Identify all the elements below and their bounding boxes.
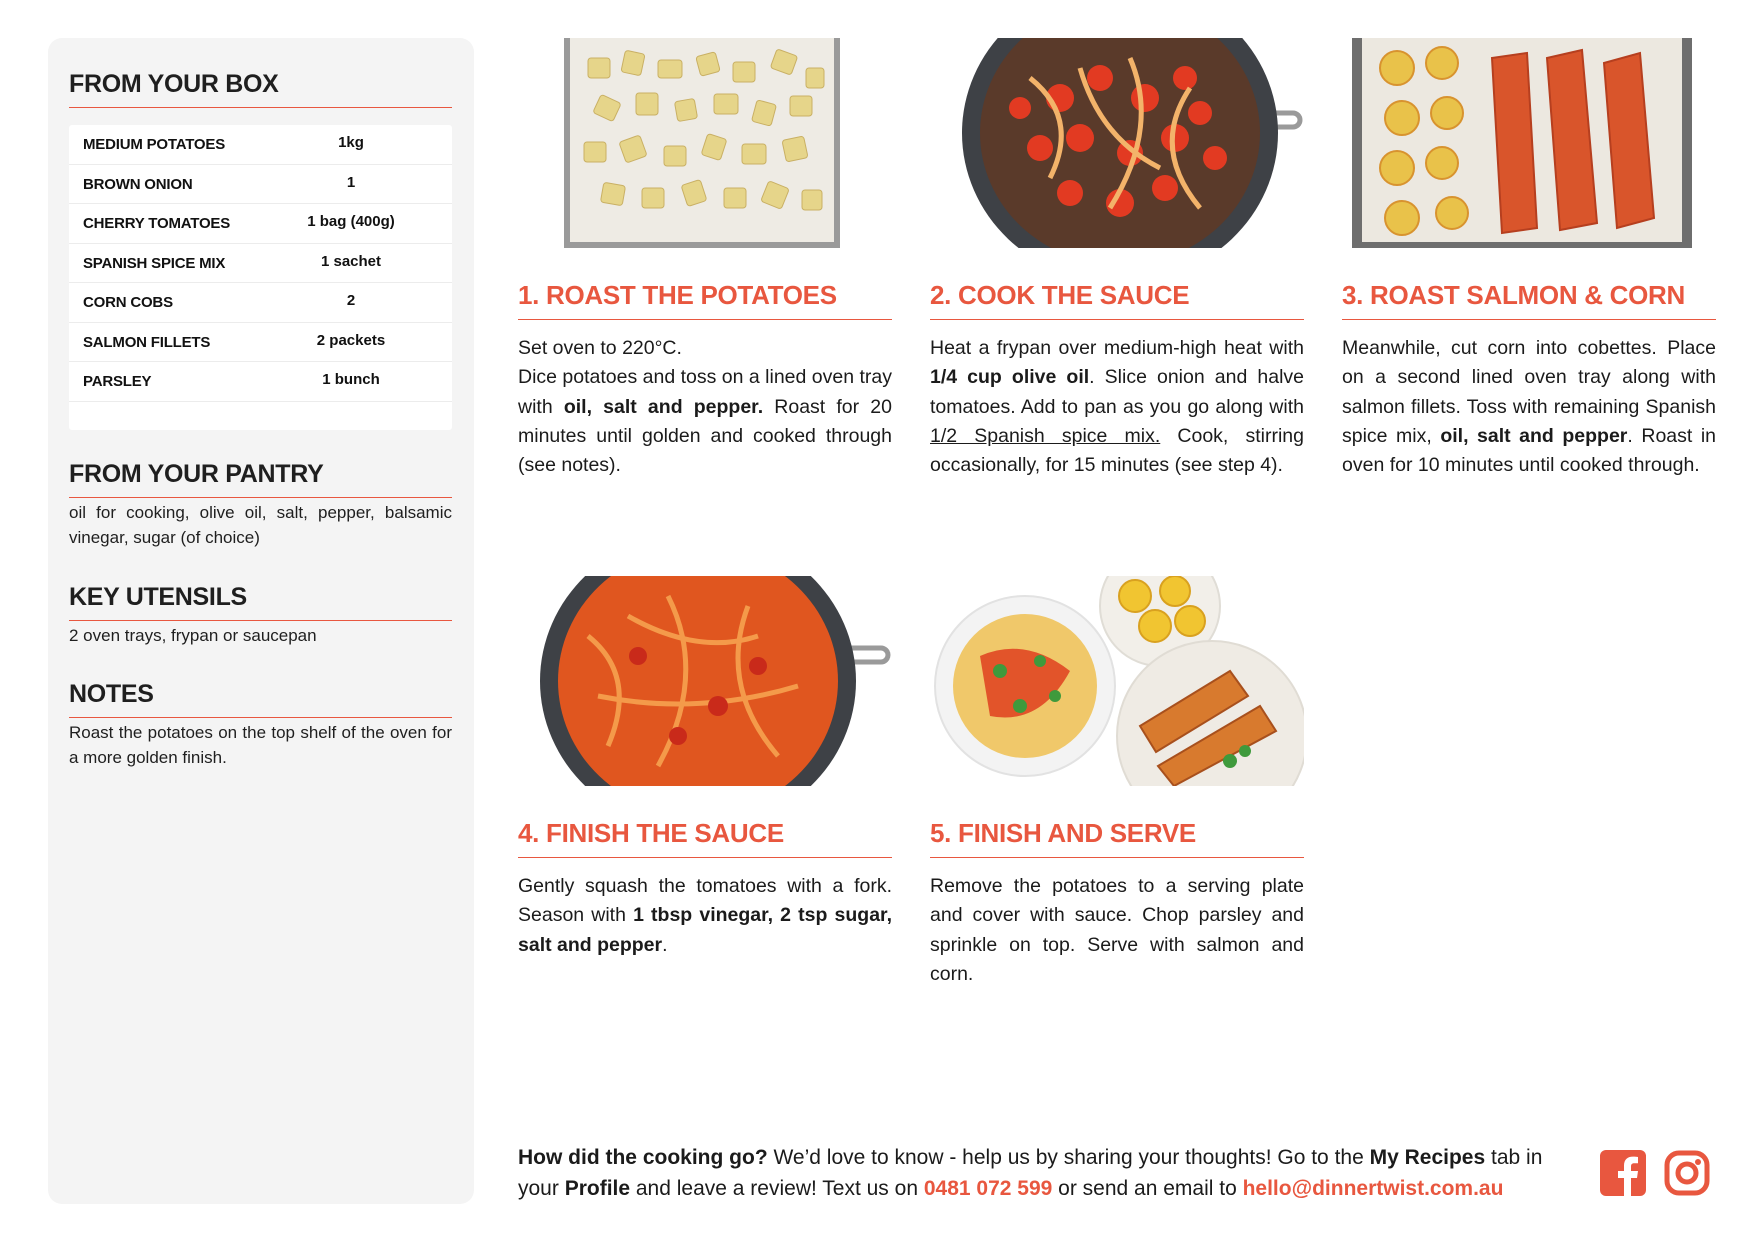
notes-heading: NOTES — [69, 680, 452, 718]
step-2-title: 2. COOK THE SAUCE — [930, 280, 1304, 320]
step-1-bold: oil, salt and pepper. — [563, 395, 764, 418]
step-1-text-part: Roast for 20 minutes until golden and cooked through (see notes). — [518, 395, 892, 477]
step-2-text-part: Heat a frypan over medium-high heat with — [930, 337, 1304, 359]
ingredient-qty: 2 packets — [316, 331, 386, 349]
ingredient-row — [69, 323, 452, 363]
notes-text: Roast the potatoes on the top shelf of the oven for a more golden finish. — [69, 723, 452, 767]
ingredient-name: SALMON FILLETS — [83, 333, 211, 351]
ingredient-name: SPANISH SPICE MIX — [83, 254, 226, 272]
ingredient-qty: 1 — [346, 173, 356, 191]
my-recipes-label: My Recipes — [1369, 1146, 1486, 1169]
step-1-title: 1. ROAST THE POTATOES — [518, 280, 892, 320]
footer-text: or send an email to — [1052, 1177, 1243, 1200]
ingredient-row — [69, 125, 452, 165]
footer-text: and leave a review! Text us on — [630, 1177, 924, 1200]
step-1-photo-potatoes — [518, 38, 892, 248]
step-3-title: 3. ROAST SALMON & CORN — [1342, 280, 1716, 320]
from-your-pantry-heading: FROM YOUR PANTRY — [69, 460, 452, 498]
step-4 — [518, 576, 892, 956]
step-4-bold: 1 tbsp vinegar, 2 tsp sugar, salt and pepper — [518, 904, 892, 956]
email-link[interactable]: hello@dinnertwist.com.au — [1242, 1177, 1504, 1200]
phone-number-link[interactable]: 0481 072 599 — [923, 1177, 1053, 1200]
ingredient-name: BROWN ONION — [83, 175, 193, 193]
ingredient-qty: 1 bag (400g) — [307, 213, 395, 230]
step-1-line-1: Set oven to 220°C. — [518, 337, 682, 359]
step-5-text: Remove the potatoes to a serving plate and cover with sauce. Chop parsley and sprinkle on top. Serve with salmon and corn. — [930, 875, 1304, 985]
step-4-text-part: . — [662, 933, 668, 956]
ingredient-qty: 1 sachet — [320, 252, 382, 270]
ingredient-qty: 1kg — [338, 134, 364, 151]
ingredient-row — [69, 283, 452, 323]
step-2-text — [930, 334, 1304, 480]
ingredient-row — [69, 165, 452, 205]
step-3-text — [1342, 334, 1716, 480]
step-1 — [518, 38, 892, 477]
ingredient-name: CORN COBS — [83, 294, 173, 311]
step-3-bold: oil, salt and pepper — [1440, 424, 1628, 447]
step-2-underline: 1/2 Spanish spice mix. — [930, 424, 1161, 447]
step-3-text-part: . Roast in oven for 10 minutes until cooked through. — [1342, 424, 1717, 477]
step-1-text — [518, 334, 892, 480]
step-1-text-part: Dice potatoes and toss on a lined oven tray with — [518, 366, 892, 418]
step-4-title: 4. FINISH THE SAUCE — [518, 818, 892, 858]
step-2-text-part: . Slice onion and halve tomatoes. Add to pan as you go along with — [930, 366, 1304, 418]
step-4-text — [518, 872, 892, 960]
step-3-photo-salmon-corn — [1342, 38, 1716, 248]
step-2-text-part: Cook, stirring occasionally, for 15 minutes (see step 4). — [930, 424, 1304, 477]
pantry-text: oil for cooking, olive oil, salt, pepper, balsamic vinegar, sugar (of choice) — [69, 503, 452, 547]
ingredient-name: CHERRY TOMATOES — [83, 215, 231, 232]
step-4-text-part: Gently squash the tomatoes with a fork. Season with — [518, 875, 892, 927]
feedback-footer — [518, 1142, 1568, 1204]
key-utensils-heading: KEY UTENSILS — [69, 583, 452, 621]
ingredient-name: PARSLEY — [83, 373, 152, 390]
step-5-photo-served-plates — [930, 576, 1304, 786]
facebook-icon[interactable] — [1600, 1150, 1646, 1201]
step-3 — [1342, 38, 1717, 477]
ingredient-row — [69, 244, 452, 284]
footer-text: tab in your — [518, 1146, 1543, 1200]
ingredient-qty: 1 bunch — [322, 371, 380, 388]
ingredient-row — [69, 362, 452, 402]
step-5-title: 5. FINISH AND SERVE — [930, 818, 1304, 858]
step-2 — [930, 38, 1304, 477]
step-3-text-part: Meanwhile, cut corn into cobettes. Place on a second lined oven tray along with salmon fillets. Toss with remaining Spanish spice mix, — [1342, 337, 1716, 447]
ingredient-name: MEDIUM POTATOES — [83, 136, 226, 153]
profile-label: Profile — [564, 1177, 631, 1200]
footer-question: How did the cooking go? — [518, 1146, 768, 1169]
instagram-icon[interactable] — [1664, 1150, 1710, 1201]
ingredients-table — [69, 125, 452, 430]
step-2-photo-sauce-pan — [930, 38, 1304, 248]
step-2-bold: 1/4 cup olive oil — [930, 366, 1090, 389]
from-your-box-heading: FROM YOUR BOX — [69, 70, 452, 108]
footer-text: We’d love to know - help us by sharing your thoughts! Go to the — [767, 1146, 1370, 1169]
step-4-photo-finished-sauce — [518, 576, 892, 786]
ingredients-sidebar — [48, 38, 474, 1204]
step-5 — [930, 576, 1304, 985]
utensils-text: 2 oven trays, frypan or saucepan — [69, 626, 317, 645]
ingredient-row — [69, 204, 452, 244]
ingredient-qty: 2 — [346, 292, 356, 309]
